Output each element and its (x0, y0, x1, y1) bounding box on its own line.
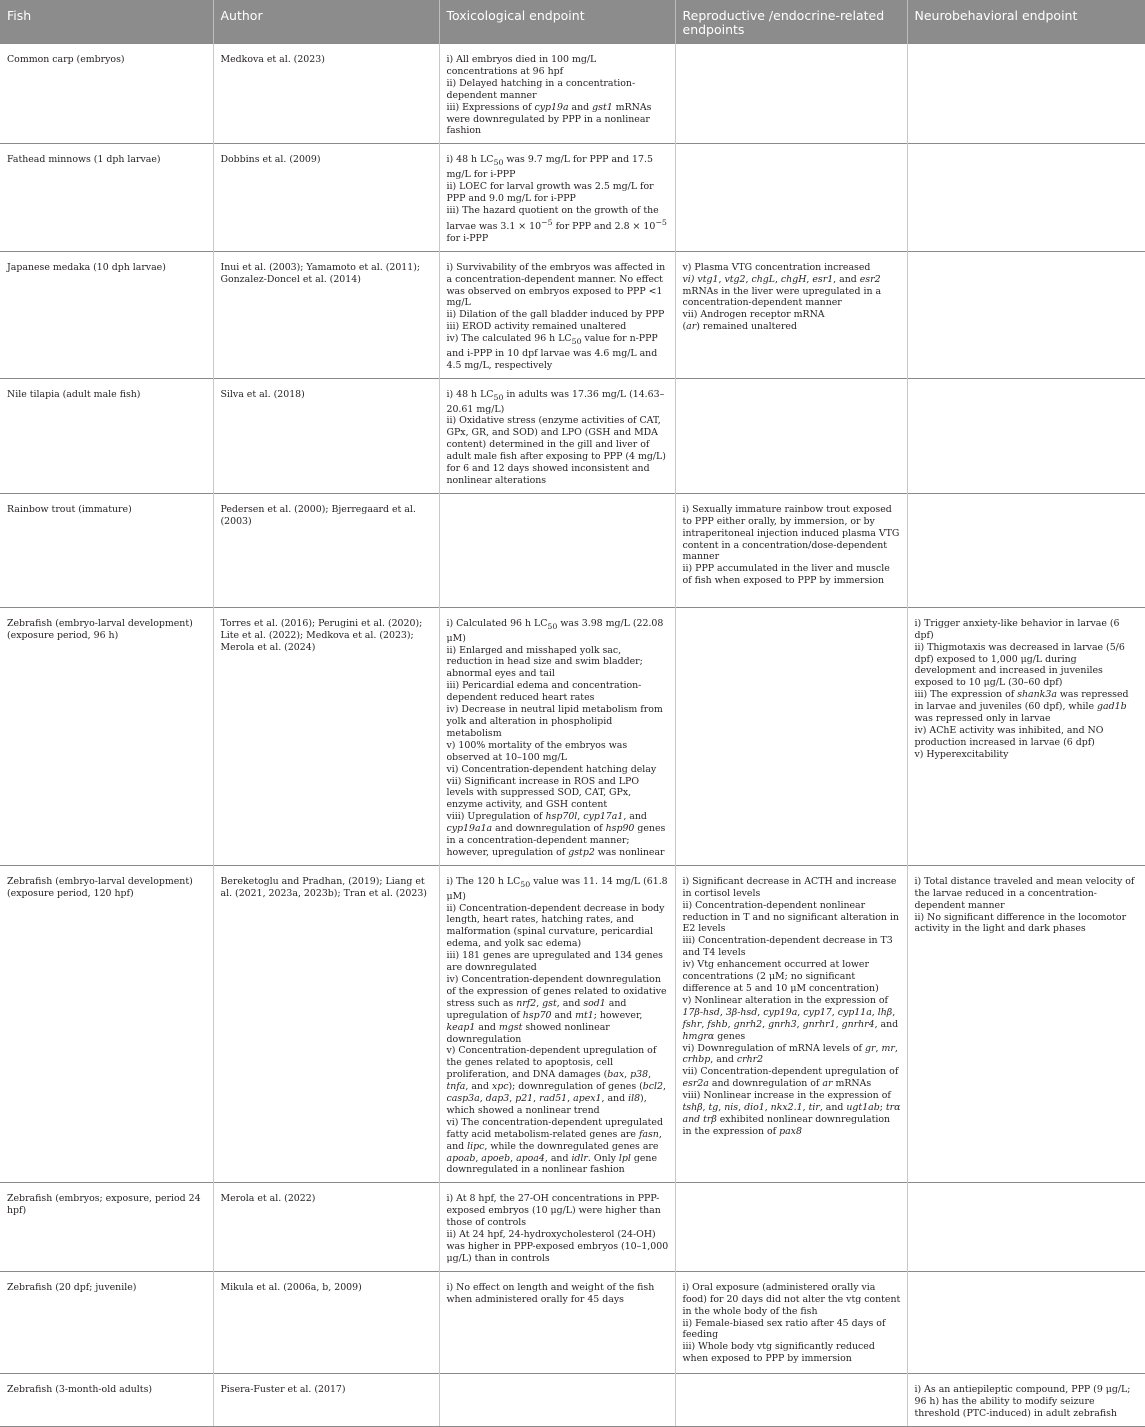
toxicological-endpoint-cell (439, 144, 675, 251)
reproductive-endpoint-cell (675, 144, 907, 251)
toxicological-endpoint-cell (439, 1183, 675, 1271)
endpoint-line: ii) No significant difference in the locomotor activity in the light and dark phases (914, 911, 1127, 935)
table-row (0, 1271, 1145, 1373)
endpoint-line: iii) The hazard quotient on the growth of the larvae was $3.1 \times 10^{-5}$ for PPP and $2.8 \times 10^{-5}$ for i-PPP (446, 204, 667, 244)
endpoint-line: iv) Concentration-dependent downregulation of the expression of genes related to oxidative stress such as nrf2, gst, and sod1 and upregulation of hsp70 and mt1; however, keap1 and mgst showed nonlinear downregulation (446, 973, 667, 1045)
endpoint-line: ii) Female-biased sex ratio after 45 days of feeding (682, 1317, 886, 1341)
toxicological-endpoint-cell (439, 1271, 675, 1373)
endpoint-line: v) Plasma VTG concentration increased (682, 261, 871, 273)
endpoint-line: vi) Concentration-dependent hatching delay (446, 763, 657, 775)
reproductive-endpoint-cell (675, 865, 907, 1183)
header-reproductive-endpoint: Reproductive /endocrine-related endpoints (675, 0, 907, 44)
toxicological-endpoint-cell (439, 378, 675, 493)
endpoint-line: iv) Decrease in neutral lipid metabolism from yolk and alteration in phospholipid metabolism (446, 704, 663, 739)
reproductive-endpoint-cell (675, 44, 907, 144)
reproductive-endpoint-cell (675, 1271, 907, 1373)
endpoint-line: i) Survivability of the embryos was affected in a concentration-dependent manner. No effect was observed on embryos exposed to PPP <1 mg/L (446, 261, 666, 309)
endpoint-line: i) Calculated 96 h $LC_{50}$ was 3.98 mg/L (22.08 μM) (446, 617, 664, 644)
fish-cell: Japanese medaka (10 dph larvae) (0, 251, 213, 378)
header-fish: Fish (0, 0, 213, 44)
neurobehavioral-endpoint-cell (907, 251, 1145, 378)
table-row (0, 251, 1145, 378)
neurobehavioral-endpoint-cell (907, 865, 1145, 1183)
neurobehavioral-endpoint-cell (907, 1183, 1145, 1271)
endpoint-line: i) The 120 h $LC_{50}$ value was 11. 14 mg/L (61.8 μM) (446, 875, 668, 902)
endpoint-line: i) As an antiepileptic compound, PPP (9 μg/L; 96 h) has the ability to modify seizure threshold (PTC-induced) in adult zebrafish (914, 1383, 1131, 1419)
neurobehavioral-endpoint-cell (907, 44, 1145, 144)
endpoint-line: i) No effect on length and weight of the fish when administered orally for 45 days (446, 1281, 655, 1305)
table-row (0, 865, 1145, 1183)
endpoint-line: ii) Enlarged and misshaped yolk sac, reduction in head size and swim bladder; abnormal eyes and tail (446, 644, 643, 680)
endpoint-line: ii) LOEC for larval growth was 2.5 mg/L for PPP and 9.0 mg/L for i-PPP (446, 181, 654, 204)
endpoint-line: vii) Significant increase in ROS and LPO levels with suppressed SOD, CAT, GPx, enzyme activity, and GSH content (446, 775, 640, 811)
table-row (0, 493, 1145, 607)
endpoint-line: ii) PPP accumulated in the liver and muscle of fish when exposed to PPP by immersion (682, 563, 890, 587)
endpoint-line: iv) Vtg enhancement occurred at lower concentrations (2 μM; no significant difference at 5 and 10 μM concentration) (682, 959, 879, 994)
endpoint-line: iii) Expressions of cyp19a and gst1 mRNAs were downregulated by PPP in a nonlinear fashion (446, 101, 652, 137)
endpoint-line: v) Concentration-dependent upregulation of the genes related to apoptosis, cell proliferation, and DNA damages (bax, p38, tnfa, and xpc); downregulation of genes (bcl2, casp3a, dap3, p21, rad51, apex1, and il8), which showed a nonlinear trend (446, 1045, 666, 1116)
table-row (0, 1373, 1145, 1426)
endpoint-line: iii) 181 genes are upregulated and 134 genes are downregulated (446, 950, 663, 974)
fish-cell: Fathead minnows (1 dph larvae) (0, 144, 213, 251)
author-cell: Merola et al. (2022) (213, 1183, 439, 1271)
endpoint-line: i) At 8 hpf, the 27-OH concentrations in PPP-exposed embryos (10 μg/L) were higher than those of controls (446, 1193, 661, 1229)
author-cell: Bereketoglu and Pradhan, (2019); Liang et al. (2021, 2023a, 2023b); Tran et al. (2023) (213, 865, 439, 1183)
header-row (0, 0, 1145, 44)
endpoint-line: ii) Delayed hatching in a concentration-dependent manner (446, 77, 636, 101)
fish-cell: Nile tilapia (adult male fish) (0, 378, 213, 493)
endpoint-line: i) 48 h $LC_{50}$ was 9.7 mg/L for PPP and 17.5 mg/L for i-PPP (446, 154, 653, 181)
reproductive-endpoint-cell (675, 378, 907, 493)
toxicological-endpoint-cell (439, 1373, 675, 1426)
endpoint-line: viii) Upregulation of hsp70l, cyp17a1, and cyp19a1a and downregulation of hsp90 genes in a concentration-dependent manner; however, upregulation of gstp2 was nonlinear (446, 811, 666, 858)
endpoint-line: vii) Androgen receptor mRNA (682, 309, 825, 321)
endpoint-line: ii) Thigmotaxis was decreased in larvae (5/6 dpf) exposed to 1,000 μg/L during development and increased in juveniles exposed to 10 μg/L (30–60 dpf) (914, 641, 1125, 689)
reproductive-endpoint-cell (675, 493, 907, 607)
endpoint-line: i) Significant decrease in ACTH and increase in cortisol levels (682, 875, 897, 899)
author-cell: Torres et al. (2016); Perugini et al. (2020); Lite et al. (2022); Medkova et al. (2023); Merola et al. (2024) (213, 607, 439, 865)
reproductive-endpoint-cell (675, 1183, 907, 1271)
table-row (0, 607, 1145, 865)
endpoint-line: viii) Nonlinear increase in the expression of tshβ, tg, nis, dio1, nkx2.1, tir, and ugt1ab; trα and trβ exhibited nonlinear downregulation in the expression of pax8 (682, 1090, 901, 1137)
endpoint-line: ii) Dilation of the gall bladder induced by PPP (446, 309, 665, 321)
endpoint-line: iii) EROD activity remained unaltered (446, 321, 627, 333)
endpoint-line: i) Oral exposure (administered orally via food) for 20 days did not alter the vtg content in the whole body of the fish (682, 1281, 901, 1317)
endpoint-line: i) All embryos died in 100 mg/L concentrations at 96 hpf (446, 54, 597, 77)
endpoint-line: v) Nonlinear alteration in the expression of 17β-hsd, 3β-hsd, cyp19a, cyp17, cyp11a, lhβ, fshr, fshb, gnrh2, gnrh3, gnrhr1, gnrhr4, and hmgrα genes (682, 994, 899, 1042)
toxicological-endpoint-cell (439, 44, 675, 144)
fish-cell: Common carp (embryos) (0, 44, 213, 144)
endpoint-line: i) Trigger anxiety-like behavior in larvae (6 dpf) (914, 617, 1120, 641)
reproductive-endpoint-cell (675, 1373, 907, 1426)
fish-cell: Zebrafish (embryo-larval development) (exposure period, 120 hpf) (0, 865, 213, 1183)
neurobehavioral-endpoint-cell (907, 144, 1145, 251)
header-author: Author (213, 0, 439, 44)
reproductive-endpoint-cell (675, 251, 907, 378)
author-cell: Medkova et al. (2023) (213, 44, 439, 144)
toxicological-endpoint-cell (439, 251, 675, 378)
author-cell: Pisera-Fuster et al. (2017) (213, 1373, 439, 1426)
table-row (0, 1183, 1145, 1271)
toxicological-endpoint-cell (439, 607, 675, 865)
header-toxicological-endpoint: Toxicological endpoint (439, 0, 675, 44)
fish-cell: Zebrafish (3-month-old adults) (0, 1373, 213, 1426)
fish-cell: Rainbow trout (immature) (0, 493, 213, 607)
endpoint-line: iv) The calculated 96 h $LC_{50}$ value for n-PPP and i-PPP in 10 dpf larvae was 4.6 mg/L and 4.5 mg/L, respectively (446, 333, 658, 371)
endpoint-line: iii) Pericardial edema and concentration-dependent reduced heart rates (446, 680, 642, 704)
fish-cell: Zebrafish (embryos; exposure, period 24 hpf) (0, 1183, 213, 1271)
endpoint-line: ii) Concentration-dependent decrease in body length, heart rates, hatching rates, and malformation (spinal curvature, pericardial edema, and yolk sac edema) (446, 902, 665, 950)
endpoint-line: vi) Downregulation of mRNA levels of gr, mr, crhbp, and crhr2 (682, 1042, 898, 1066)
table-row (0, 144, 1145, 251)
fish-cell: Zebrafish (20 dpf; juvenile) (0, 1271, 213, 1373)
table-row (0, 44, 1145, 144)
toxicological-endpoint-cell (439, 493, 675, 607)
fish-cell: Zebrafish (embryo-larval development) (exposure period, 96 h) (0, 607, 213, 865)
endpoint-line: i) Sexually immature rainbow trout exposed to PPP either orally, by immersion, or by intraperitoneal injection induced plasma VTG content in a concentration/dose-dependent manner (682, 503, 900, 563)
endpoint-line: ii) Concentration-dependent nonlinear reduction in T and no significant alteration in E2 levels (682, 899, 899, 935)
neurobehavioral-endpoint-cell (907, 493, 1145, 607)
reproductive-endpoint-cell (675, 607, 907, 865)
endpoint-line: iii) The expression of shank3a was repressed in larvae and juveniles (60 dpf), while gad1b was repressed only in larvae (914, 689, 1129, 725)
endpoint-line: i) 48 h $LC_{50}$ in adults was 17.36 mg/L (14.63–20.61 mg/L) (446, 388, 665, 415)
endpoint-line: v) 100% mortality of the embryos was observed at 10–100 mg/L (446, 739, 628, 763)
author-cell: Mikula et al. (2006a, b, 2009) (213, 1271, 439, 1373)
endpoint-line: vi) vtg1, vtg2, chgL, chgH, esr1, and esr2 mRNAs in the liver were upregulated in a concentration-dependent manner (682, 273, 882, 309)
endpoint-line: iv) AChE activity was inhibited, and NO production increased in larvae (6 dpf) (914, 725, 1104, 748)
neurobehavioral-endpoint-cell (907, 378, 1145, 493)
endpoint-line: vii) Concentration-dependent upregulation of esr2a and downregulation of ar mRNAs (682, 1066, 899, 1090)
endpoint-line: ii) At 24 hpf, 24-hydroxycholesterol (24-OH) was higher in PPP-exposed embryos (10–1,000 μg/L) than in controls (446, 1229, 669, 1264)
endpoint-line: i) Total distance traveled and mean velocity of the larvae reduced in a concentration-dependent manner (914, 875, 1135, 911)
endpoint-line: v) Hyperexcitability (914, 748, 1009, 760)
author-cell: Silva et al. (2018) (213, 378, 439, 493)
author-cell: Pedersen et al. (2000); Bjerregaard et al. (2003) (213, 493, 439, 607)
author-cell: Inui et al. (2003); Yamamoto et al. (2011); Gonzalez-Doncel et al. (2014) (213, 251, 439, 378)
toxicological-endpoint-cell (439, 865, 675, 1183)
endpoint-line: vi) The concentration-dependent upregulated fatty acid metabolism-related genes are fasn, and lipc, while the downregulated genes are apoab, apoeb, apoa4, and idlr. Only lpl gene downregulated in a nonlinear fashion (446, 1116, 663, 1176)
author-cell: Dobbins et al. (2009) (213, 144, 439, 251)
neurobehavioral-endpoint-cell (907, 607, 1145, 865)
endpoint-line: ii) Oxidative stress (enzyme activities of CAT, GPx, GR, and SOD) and LPO (GSH and MDA content) determined in the gill and liver of adult male fish after exposing to PPP (4 mg/L) for 6 and 12 days showed inconsistent and nonlinear alterations (446, 415, 666, 486)
endpoint-line: iii) Concentration-dependent decrease in T3 and T4 levels (682, 935, 893, 959)
endpoint-line: (ar) remained unaltered (682, 321, 797, 333)
table-row (0, 378, 1145, 493)
header-neurobehavioral-endpoint: Neurobehavioral endpoint (907, 0, 1145, 44)
neurobehavioral-endpoint-cell (907, 1271, 1145, 1373)
neurobehavioral-endpoint-cell (907, 1373, 1145, 1426)
endpoint-line: iii) Whole body vtg significantly reduced when exposed to PPP by immersion (682, 1341, 875, 1365)
